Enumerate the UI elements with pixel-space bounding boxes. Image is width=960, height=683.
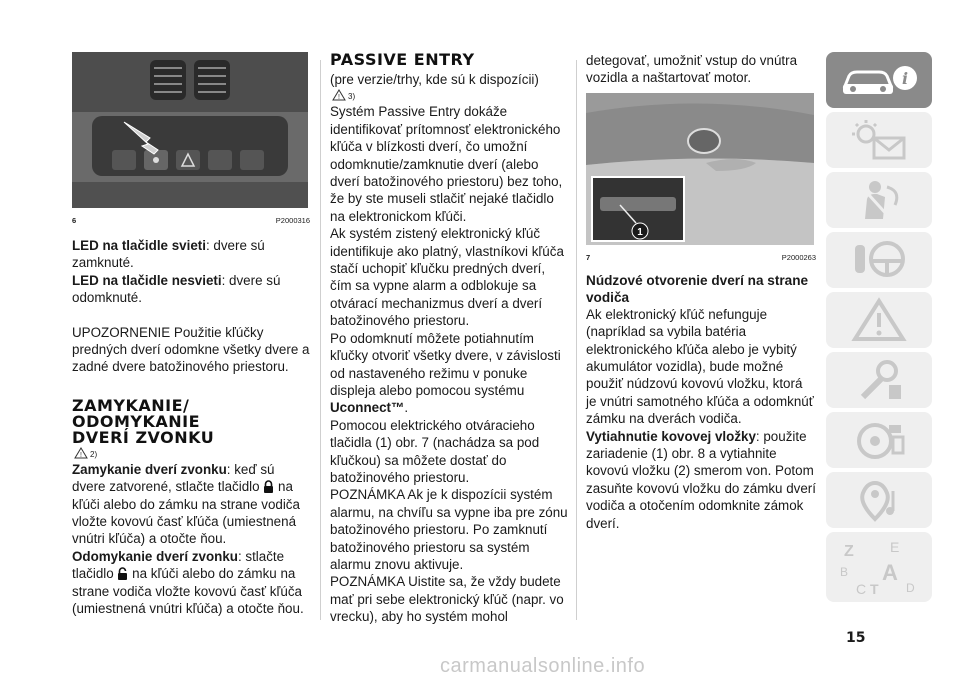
maintenance-icon [849, 357, 909, 403]
figure-caption [586, 253, 816, 262]
heading-line-1: ZAMYKANIE/ [72, 395, 190, 415]
unlocking-text-2: na kľúči alebo do zámku na strane vodiča vložte kovovú časť kľúča (umiestnená vnútri kľúča) a otočte ňou. [72, 566, 304, 617]
figure-7 [586, 93, 816, 262]
sidebar-car-info[interactable] [826, 52, 932, 108]
index-letter-b: B [840, 565, 849, 579]
sidebar-index[interactable] [826, 532, 932, 602]
column-1 [72, 0, 310, 618]
figure-caption [72, 216, 310, 225]
lock-icon [263, 480, 274, 493]
uconnect-label: Uconnect™ [330, 400, 405, 416]
insert-text: : použite zariadenie (1) obr. 8 a vytiahnite kovovú vložku (2) smerom von. Potom zasuňte kovovú vložku do zámku dverí vodiča a otočením odomknite zámok dverí. [586, 428, 816, 531]
sidebar-starting-driving[interactable] [826, 232, 932, 288]
trunk-photo [586, 93, 814, 245]
sidebar-maintenance[interactable] [826, 352, 932, 408]
page-number: 15 [846, 630, 866, 646]
index-letter-z: Z [844, 543, 854, 560]
led-off-label: LED na tlačidle nesvieti [72, 272, 222, 288]
sidebar-technical-data[interactable] [826, 412, 932, 468]
index-icon [834, 536, 924, 598]
unlocking-label: Odomykanie dverí zvonku [72, 548, 238, 564]
heading-line-3: DVERÍ ZVONKU [72, 427, 215, 447]
paragraph-3-text: Po odomknutí môžete potiahnutím kľučky otvoriť všetky dvere, v závislosti od nastaveného režimu v ponuke displeja alebo pomocou systému [330, 330, 561, 398]
paragraph-5: POZNÁMKA Ak je k dispozícii systém alarmu, na chvíľu sa vypne iba pre zónu batožinového priestoru. Po zamknutí batožinového priestoru sa systém alarmu znovu aktivuje. [330, 487, 568, 572]
dashboard-photo [72, 52, 308, 208]
warning-ref-number: 2) [90, 449, 98, 459]
locking-text: : keď sú dvere zatvorené, stlačte tlačidlo [72, 461, 275, 495]
paragraph-2: Ak systém zistený elektronický kľúč identifikuje ako platný, vlastníkovi kľúča stačí uchopiť kľučku predných dverí, čím sa vypne alarm a odblokuje sa otvárací mechanizmus dverí a dverí batožinového priestoru. [330, 226, 564, 329]
warning-lights-icon [844, 118, 914, 162]
passive-entry-heading: PASSIVE ENTRY [330, 50, 475, 69]
led-off-text: : dvere sú odomknuté. [72, 272, 281, 306]
column-2 [330, 0, 568, 626]
insert-label: Vytiahnutie kovovej vložky [586, 428, 756, 444]
sidebar-warning-lights[interactable] [826, 112, 932, 168]
safety-icon [849, 177, 909, 223]
svg-text:!: ! [80, 451, 82, 459]
paragraph-4: Pomocou elektrického otváracieho tlačidla (1) obr. 7 (nachádza sa pod kľučkou) sa môžete dostať do batožinového priestoru. [330, 417, 540, 485]
locking-label: Zamykanie dverí zvonku [72, 461, 227, 477]
unlock-icon [117, 567, 128, 580]
figure-number: 6 [72, 216, 77, 225]
paragraph-6: POZNÁMKA Uistite sa, že vždy budete mať pri sebe elektronický kľúč (napr. vo vrecku), aby ho systém mohol [330, 574, 564, 625]
figure-number: 7 [586, 252, 591, 262]
column-divider [576, 60, 577, 620]
paragraph-locking [72, 461, 310, 548]
starting-driving-icon [849, 237, 909, 283]
passive-entry-subheading: (pre verzie/trhy, kde sú k dispozícii) [330, 72, 539, 87]
warning-ref [74, 447, 310, 459]
emergency-opening-heading: Núdzové otvorenie dverí na strane vodiča [586, 272, 809, 305]
warning-triangle-icon [332, 89, 346, 101]
paragraph-3 [330, 330, 568, 417]
sidebar-safety[interactable] [826, 172, 932, 228]
heading-line-2: ODOMYKANIE [72, 411, 201, 431]
paragraph-3-end: . [404, 400, 409, 416]
sidebar-emergency[interactable] [826, 292, 932, 348]
locking-text-2: na kľúči alebo do zámku na strane vodiča vložte kovovú časť kľúča (umiestnená vnútri kľúča) a otočte ňou. [72, 479, 300, 547]
unlocking-text: : stlačte tlačidlo [72, 548, 285, 582]
emergency-icon [849, 297, 909, 343]
svg-text:i: i [901, 69, 909, 88]
car-info-icon [839, 60, 919, 100]
index-letter-d: D [906, 581, 915, 595]
multimedia-icon [849, 477, 909, 523]
column-3 [586, 0, 816, 532]
column-divider [320, 60, 321, 620]
section-heading [72, 395, 310, 447]
paragraph-continued: detegovať, umožniť vstup do vnútra vozidla a naštartovať motor. [586, 53, 798, 86]
callout-1: 1 [637, 226, 643, 238]
technical-data-icon [849, 417, 909, 463]
paragraph-emergency: Ak elektronický kľúč nefunguje (napríklad sa vybila batéria elektronického kľúča alebo je vybitý akumulátor vozidla), bude možné použiť núdzovú kovovú vložku, ktorá je vnútri samotného kľúča a odomknúť zámku na dverách vodiča. [586, 306, 814, 427]
figure-code: P2000263 [781, 252, 816, 262]
paragraph-unlocking [72, 548, 310, 618]
index-letter-c: C [856, 581, 867, 597]
warning-ref-number: 3) [348, 92, 356, 102]
index-letter-a: A [882, 560, 898, 585]
chapter-sidebar [826, 52, 932, 606]
figure-6 [72, 52, 310, 225]
paragraph-1: Systém Passive Entry dokáže identifikovať prítomnosť elektronického kľúča v blízkosti dverí, čo umožní odomknutie/zamknutie dverí (alebo dverí batožinového priestoru) bez toho, že by ste museli stlačiť nejaké tlačidlo na elektronickom kľúči. [330, 104, 563, 224]
led-on-label: LED na tlačidle svieti [72, 238, 206, 253]
watermark: carmanualsonline.info [440, 655, 646, 677]
paragraph-led-off [72, 272, 310, 307]
figure-code: P2000316 [275, 216, 310, 225]
warning-ref [332, 89, 568, 101]
paragraph-led-on [72, 237, 310, 272]
svg-text:!: ! [338, 94, 340, 102]
paragraph-insert [586, 428, 816, 532]
sidebar-multimedia[interactable] [826, 472, 932, 528]
paragraph-note: UPOZORNENIE Použitie kľúčky predných dverí odomkne všetky dvere a zadné dvere batožinového priestoru. [72, 324, 310, 375]
warning-triangle-icon [74, 447, 88, 459]
index-letter-e: E [890, 539, 900, 555]
index-letter-t: T [870, 581, 879, 597]
led-on-text: : dvere sú zamknuté. [72, 238, 265, 271]
